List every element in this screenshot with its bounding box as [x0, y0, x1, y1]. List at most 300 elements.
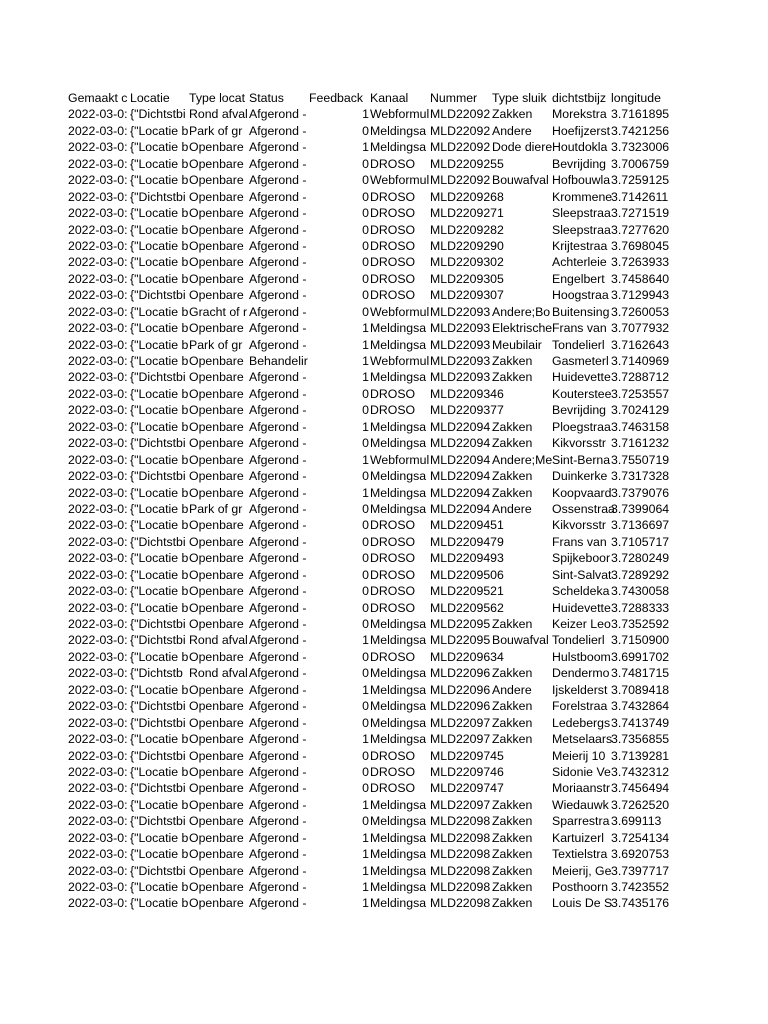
date-cell[interactable]: 2022-03-0:	[68, 469, 128, 484]
status-cell[interactable]: Afgerond -	[249, 140, 307, 155]
longitude-cell[interactable]: 3.7280249	[611, 551, 670, 566]
dump-type-cell[interactable]: Zakken	[492, 354, 533, 368]
longitude-cell[interactable]: 3.7698045	[611, 238, 670, 253]
date-cell[interactable]: 2022-03-0:	[68, 830, 128, 845]
feedback-cell[interactable]: 0	[362, 666, 369, 681]
location-type-cell[interactable]: Park of gr	[189, 123, 243, 138]
channel-cell[interactable]: Meldingsa	[370, 469, 427, 484]
dump-type-cell[interactable]	[492, 517, 552, 533]
nearest-address-cell[interactable]: Kikvorsstr	[552, 518, 606, 533]
longitude-cell[interactable]: 3.7136697	[611, 518, 670, 533]
location-type-cell[interactable]: Openbare	[189, 534, 244, 549]
location-cell[interactable]: {"Locatie b	[130, 551, 189, 566]
feedback-cell[interactable]: 0	[362, 501, 369, 516]
channel-cell[interactable]: Meldingsa	[370, 321, 427, 336]
number-cell[interactable]: MLD2209346	[430, 386, 504, 401]
longitude-cell[interactable]: 3.7323006	[611, 140, 670, 155]
channel-cell[interactable]: DROSO	[370, 156, 416, 171]
longitude-cell[interactable]: 3.7432864	[611, 699, 670, 714]
feedback-cell[interactable]: 0	[362, 255, 369, 270]
nearest-address-cell[interactable]: Sleepstraa	[552, 222, 611, 237]
location-type-cell[interactable]: Openbare	[189, 436, 244, 451]
dump-type-cell[interactable]: Zakken	[492, 830, 533, 845]
channel-cell[interactable]: Meldingsa	[370, 896, 427, 911]
status-cell[interactable]: Afgerond -	[249, 633, 307, 648]
feedback-cell[interactable]: 1	[362, 847, 369, 862]
longitude-cell[interactable]: 3.7432312	[611, 764, 670, 779]
date-cell[interactable]: 2022-03-0:	[68, 337, 128, 352]
dump-type-cell[interactable]: Zakken	[492, 863, 533, 878]
longitude-cell[interactable]: 3.7288333	[611, 600, 670, 615]
nearest-address-cell[interactable]: Huidevette	[552, 370, 611, 385]
number-cell[interactable]: MLD22093	[430, 304, 491, 319]
status-cell[interactable]: Afgerond -	[249, 304, 307, 319]
dump-type-cell[interactable]	[492, 600, 552, 616]
dump-type-cell[interactable]: Zakken	[492, 732, 533, 747]
date-cell[interactable]: 2022-03-0:	[68, 764, 128, 779]
number-cell[interactable]: MLD2209290	[430, 238, 504, 253]
location-cell[interactable]: {"Dichtstbi	[130, 534, 186, 549]
longitude-cell[interactable]: 3.7397717	[611, 863, 670, 878]
location-cell[interactable]: {"Locatie b	[130, 485, 189, 500]
location-type-cell[interactable]: Openbare	[189, 206, 244, 221]
dump-type-cell[interactable]: Andere	[492, 501, 532, 516]
date-cell[interactable]: 2022-03-0:	[68, 321, 128, 336]
date-cell[interactable]: 2022-03-0:	[68, 781, 128, 796]
number-cell[interactable]: MLD2209282	[430, 222, 504, 237]
location-type-cell[interactable]: Openbare	[189, 649, 244, 664]
longitude-cell[interactable]: 3.7139281	[611, 748, 670, 763]
longitude-cell[interactable]: 3.6991702	[611, 649, 670, 664]
location-type-cell[interactable]: Openbare	[189, 732, 244, 747]
feedback-cell[interactable]: 1	[362, 452, 369, 467]
status-cell[interactable]: Behandelir	[249, 354, 308, 368]
nearest-address-cell[interactable]: Wiedauwk	[552, 797, 609, 812]
header-cell[interactable]: Type locat	[189, 91, 246, 105]
header-cell[interactable]: Feedback	[309, 91, 364, 105]
dump-type-cell[interactable]: Meubilair	[492, 337, 542, 352]
feedback-cell[interactable]: 0	[362, 403, 369, 418]
status-cell[interactable]: Afgerond -	[249, 271, 307, 286]
feedback-cell[interactable]: 1	[362, 896, 369, 911]
dump-type-cell[interactable]	[492, 238, 552, 254]
nearest-address-cell[interactable]: Textielstra	[552, 847, 608, 862]
location-cell[interactable]: {"Locatie b	[130, 337, 189, 352]
location-cell[interactable]: {"Locatie b	[130, 123, 189, 138]
location-type-cell[interactable]: Openbare	[189, 847, 244, 862]
dump-type-cell[interactable]	[492, 780, 552, 796]
status-cell[interactable]: Afgerond -	[249, 748, 307, 763]
number-cell[interactable]: MLD2209479	[430, 534, 504, 549]
location-type-cell[interactable]: Openbare	[189, 255, 244, 270]
location-cell[interactable]: {"Locatie b	[130, 419, 189, 434]
nearest-address-cell[interactable]: Hoefijzerst	[552, 123, 611, 138]
location-type-cell[interactable]: Openbare	[189, 748, 244, 763]
dump-type-cell[interactable]	[492, 534, 552, 550]
location-cell[interactable]: {"Dichtstbi	[130, 189, 186, 204]
dump-type-cell[interactable]: Zakken	[492, 617, 533, 631]
date-cell[interactable]: 2022-03-0:	[68, 682, 128, 697]
date-cell[interactable]: 2022-03-0:	[68, 748, 128, 763]
channel-cell[interactable]: Meldingsa	[370, 633, 427, 648]
number-cell[interactable]: MLD22092	[430, 107, 491, 122]
number-cell[interactable]: MLD22096	[430, 666, 491, 681]
date-cell[interactable]: 2022-03-0:	[68, 617, 128, 631]
dump-type-cell[interactable]: Andere;Me	[492, 452, 553, 467]
feedback-cell[interactable]: 0	[362, 173, 369, 188]
location-cell[interactable]: {"Locatie b	[130, 600, 189, 615]
longitude-cell[interactable]: 3.7024129	[611, 403, 670, 418]
number-cell[interactable]: MLD22096	[430, 699, 491, 714]
dump-type-cell[interactable]: Zakken	[492, 419, 533, 434]
dump-type-cell[interactable]	[492, 402, 552, 418]
number-cell[interactable]: MLD2209305	[430, 271, 504, 286]
channel-cell[interactable]: DROSO	[370, 600, 416, 615]
feedback-cell[interactable]: 1	[362, 485, 369, 500]
longitude-cell[interactable]: 3.7379076	[611, 485, 670, 500]
location-type-cell[interactable]: Openbare	[189, 600, 244, 615]
date-cell[interactable]: 2022-03-0:	[68, 238, 128, 253]
date-cell[interactable]: 2022-03-0:	[68, 699, 128, 714]
channel-cell[interactable]: Webformul	[370, 354, 430, 368]
longitude-cell[interactable]: 3.7277620	[611, 222, 670, 237]
date-cell[interactable]: 2022-03-0:	[68, 107, 128, 122]
location-cell[interactable]: {"Locatie b	[130, 567, 189, 582]
dump-type-cell[interactable]	[492, 649, 552, 665]
number-cell[interactable]: MLD2209377	[430, 403, 504, 418]
longitude-cell[interactable]: 3.7430058	[611, 584, 670, 599]
channel-cell[interactable]: DROSO	[370, 403, 416, 418]
location-type-cell[interactable]: Openbare	[189, 518, 244, 533]
location-cell[interactable]: {"Locatie b	[130, 206, 189, 221]
dump-type-cell[interactable]	[492, 567, 552, 583]
status-cell[interactable]: Afgerond -	[249, 814, 307, 829]
dump-type-cell[interactable]	[492, 254, 552, 270]
date-cell[interactable]: 2022-03-0:	[68, 255, 128, 270]
longitude-cell[interactable]: 3.7456494	[611, 781, 670, 796]
channel-cell[interactable]: DROSO	[370, 649, 416, 664]
number-cell[interactable]: MLD2209255	[430, 156, 504, 171]
feedback-cell[interactable]: 0	[362, 386, 369, 401]
longitude-cell[interactable]: 3.7413749	[611, 715, 670, 730]
number-cell[interactable]: MLD2209302	[430, 255, 504, 270]
date-cell[interactable]: 2022-03-0:	[68, 666, 128, 681]
feedback-cell[interactable]: 1	[362, 354, 369, 368]
channel-cell[interactable]: DROSO	[370, 288, 416, 303]
longitude-cell[interactable]: 3.7260053	[611, 304, 670, 319]
location-cell[interactable]: {"Dichtstbi	[130, 781, 186, 796]
location-type-cell[interactable]: Openbare	[189, 140, 244, 155]
status-cell[interactable]: Afgerond -	[249, 403, 307, 418]
number-cell[interactable]: MLD22092	[430, 123, 491, 138]
dump-type-cell[interactable]	[492, 583, 552, 599]
date-cell[interactable]: 2022-03-0:	[68, 797, 128, 812]
channel-cell[interactable]: Meldingsa	[370, 436, 427, 451]
longitude-cell[interactable]: 3.7481715	[611, 666, 670, 681]
date-cell[interactable]: 2022-03-0:	[68, 156, 128, 171]
date-cell[interactable]: 2022-03-0:	[68, 847, 128, 862]
status-cell[interactable]: Afgerond -	[249, 666, 307, 681]
dump-type-cell[interactable]: Zakken	[492, 666, 533, 681]
dump-type-cell[interactable]: Bouwafval	[492, 633, 549, 648]
number-cell[interactable]: MLD2209271	[430, 206, 504, 221]
feedback-cell[interactable]: 1	[362, 337, 369, 352]
date-cell[interactable]: 2022-03-0:	[68, 534, 128, 549]
nearest-address-cell[interactable]: Ploegstraa	[552, 419, 611, 434]
channel-cell[interactable]: DROSO	[370, 584, 416, 599]
feedback-cell[interactable]: 0	[362, 123, 369, 138]
status-cell[interactable]: Afgerond -	[249, 485, 307, 500]
status-cell[interactable]: Afgerond -	[249, 123, 307, 138]
location-type-cell[interactable]: Openbare	[189, 469, 244, 484]
date-cell[interactable]: 2022-03-0:	[68, 518, 128, 533]
nearest-address-cell[interactable]: Krijtestraa	[552, 238, 608, 253]
longitude-cell[interactable]: 3.7142611	[611, 189, 669, 204]
location-type-cell[interactable]: Openbare	[189, 238, 244, 253]
number-cell[interactable]: MLD2209307	[430, 288, 504, 303]
date-cell[interactable]: 2022-03-0:	[68, 271, 128, 286]
nearest-address-cell[interactable]: Houtdokla	[552, 140, 608, 155]
channel-cell[interactable]: Meldingsa	[370, 140, 427, 155]
location-type-cell[interactable]: Rond afval	[189, 633, 248, 648]
location-cell[interactable]: {"Dichtstbi	[130, 814, 186, 829]
status-cell[interactable]: Afgerond -	[249, 501, 307, 516]
status-cell[interactable]: Afgerond -	[249, 649, 307, 664]
location-cell[interactable]: {"Locatie b	[130, 271, 189, 286]
nearest-address-cell[interactable]: Keizer Leo	[552, 617, 611, 631]
nearest-address-cell[interactable]: Scheldeka	[552, 584, 610, 599]
number-cell[interactable]: MLD22097	[430, 715, 491, 730]
location-cell[interactable]: {"Locatie b	[130, 354, 189, 368]
location-cell[interactable]: {"Dichtstbi	[130, 436, 186, 451]
longitude-cell[interactable]: 3.7550719	[611, 452, 670, 467]
location-cell[interactable]: {"Locatie b	[130, 830, 189, 845]
number-cell[interactable]: MLD22092	[430, 140, 491, 155]
header-cell[interactable]: Nummer	[430, 91, 478, 105]
nearest-address-cell[interactable]: Hulstboom	[552, 649, 611, 664]
date-cell[interactable]: 2022-03-0:	[68, 896, 128, 911]
feedback-cell[interactable]: 1	[362, 419, 369, 434]
status-cell[interactable]: Afgerond -	[249, 600, 307, 615]
number-cell[interactable]: MLD22098	[430, 814, 491, 829]
status-cell[interactable]: Afgerond -	[249, 370, 307, 385]
channel-cell[interactable]: Meldingsa	[370, 797, 427, 812]
location-cell[interactable]: {"Locatie b	[130, 222, 189, 237]
location-type-cell[interactable]: Rond afval	[189, 107, 248, 122]
location-cell[interactable]: {"Locatie b	[130, 403, 189, 418]
channel-cell[interactable]: DROSO	[370, 206, 416, 221]
nearest-address-cell[interactable]: Kartuizerl	[552, 830, 604, 845]
channel-cell[interactable]: DROSO	[370, 255, 416, 270]
date-cell[interactable]: 2022-03-0:	[68, 863, 128, 878]
nearest-address-cell[interactable]: Krommene	[552, 189, 613, 204]
location-cell[interactable]: {"Dichtstbi	[130, 469, 186, 484]
date-cell[interactable]: 2022-03-0:	[68, 419, 128, 434]
location-cell[interactable]: {"Locatie b	[130, 452, 189, 467]
number-cell[interactable]: MLD2209451	[430, 518, 504, 533]
dump-type-cell[interactable]: Zakken	[492, 896, 533, 911]
nearest-address-cell[interactable]: Morekstra	[552, 107, 607, 122]
status-cell[interactable]: Afgerond -	[249, 518, 307, 533]
header-cell[interactable]: Gemaakt c	[68, 91, 128, 105]
location-type-cell[interactable]: Openbare	[189, 797, 244, 812]
status-cell[interactable]: Afgerond -	[249, 206, 307, 221]
feedback-cell[interactable]: 0	[362, 206, 369, 221]
date-cell[interactable]: 2022-03-0:	[68, 206, 128, 221]
status-cell[interactable]: Afgerond -	[249, 419, 307, 434]
location-type-cell[interactable]: Openbare	[189, 551, 244, 566]
dump-type-cell[interactable]: Zakken	[492, 469, 533, 484]
location-type-cell[interactable]: Openbare	[189, 485, 244, 500]
date-cell[interactable]: 2022-03-0:	[68, 584, 128, 599]
nearest-address-cell[interactable]: Moriaanstr	[552, 781, 611, 796]
nearest-address-cell[interactable]: Duinkerke	[552, 469, 608, 484]
date-cell[interactable]: 2022-03-0:	[68, 551, 128, 566]
location-type-cell[interactable]: Openbare	[189, 403, 244, 418]
date-cell[interactable]: 2022-03-0:	[68, 436, 128, 451]
channel-cell[interactable]: DROSO	[370, 386, 416, 401]
number-cell[interactable]: MLD22093	[430, 337, 491, 352]
channel-cell[interactable]: Meldingsa	[370, 814, 427, 829]
location-cell[interactable]: {"Locatie b	[130, 880, 189, 894]
location-cell[interactable]: {"Locatie b	[130, 140, 189, 155]
longitude-cell[interactable]: 3.7463158	[611, 419, 670, 434]
date-cell[interactable]: 2022-03-0:	[68, 452, 128, 467]
longitude-cell[interactable]: 3.7262520	[611, 797, 670, 812]
longitude-cell[interactable]: 3.7399064	[611, 501, 670, 516]
channel-cell[interactable]: Meldingsa	[370, 501, 427, 516]
number-cell[interactable]: MLD22098	[430, 863, 491, 878]
location-cell[interactable]: {"Dichtstbi	[130, 863, 186, 878]
channel-cell[interactable]: Webformul	[370, 107, 430, 122]
location-cell[interactable]: {"Dichtstbi	[130, 633, 186, 648]
date-cell[interactable]: 2022-03-0:	[68, 600, 128, 615]
feedback-cell[interactable]: 0	[362, 649, 369, 664]
location-cell[interactable]: {"Locatie b	[130, 304, 189, 319]
dump-type-cell[interactable]: Andere	[492, 123, 532, 138]
status-cell[interactable]: Afgerond -	[249, 238, 307, 253]
longitude-cell[interactable]: 3.7161895	[611, 107, 670, 122]
status-cell[interactable]: Afgerond -	[249, 830, 307, 845]
location-type-cell[interactable]: Openbare	[189, 814, 244, 829]
nearest-address-cell[interactable]: Louis De S	[552, 896, 613, 911]
longitude-cell[interactable]: 3.6920753	[611, 847, 670, 862]
longitude-cell[interactable]: 3.699113	[611, 814, 662, 829]
feedback-cell[interactable]: 1	[362, 732, 369, 747]
number-cell[interactable]: MLD22092	[430, 173, 491, 188]
location-type-cell[interactable]: Openbare	[189, 830, 244, 845]
feedback-cell[interactable]: 0	[362, 600, 369, 615]
longitude-cell[interactable]: 3.7140969	[611, 354, 670, 368]
feedback-cell[interactable]: 0	[362, 271, 369, 286]
channel-cell[interactable]: DROSO	[370, 534, 416, 549]
date-cell[interactable]: 2022-03-0:	[68, 354, 128, 368]
location-type-cell[interactable]: Openbare	[189, 584, 244, 599]
longitude-cell[interactable]: 3.7105717	[611, 534, 670, 549]
nearest-address-cell[interactable]: Frans van	[552, 534, 607, 549]
location-type-cell[interactable]: Park of gr	[189, 337, 243, 352]
location-type-cell[interactable]: Openbare	[189, 567, 244, 582]
channel-cell[interactable]: Meldingsa	[370, 682, 427, 697]
nearest-address-cell[interactable]: Sleepstraa	[552, 206, 611, 221]
longitude-cell[interactable]: 3.7435176	[611, 896, 670, 911]
location-cell[interactable]: {"Locatie b	[130, 238, 189, 253]
date-cell[interactable]: 2022-03-0:	[68, 140, 128, 155]
feedback-cell[interactable]: 0	[362, 617, 369, 631]
header-cell[interactable]: longitude	[611, 91, 661, 105]
status-cell[interactable]: Afgerond -	[249, 847, 307, 862]
number-cell[interactable]: MLD2209634	[430, 649, 504, 664]
feedback-cell[interactable]: 0	[362, 156, 369, 171]
number-cell[interactable]: MLD22094	[430, 419, 491, 434]
status-cell[interactable]: Afgerond -	[249, 880, 307, 894]
dump-type-cell[interactable]	[492, 550, 552, 566]
date-cell[interactable]: 2022-03-0:	[68, 814, 128, 829]
nearest-address-cell[interactable]: Metselaars	[552, 732, 613, 747]
location-type-cell[interactable]: Openbare	[189, 781, 244, 796]
channel-cell[interactable]: Meldingsa	[370, 847, 427, 862]
longitude-cell[interactable]: 3.7253557	[611, 386, 670, 401]
number-cell[interactable]: MLD2209746	[430, 764, 504, 779]
dump-type-cell[interactable]	[492, 271, 552, 287]
feedback-cell[interactable]: 0	[362, 584, 369, 599]
location-type-cell[interactable]: Openbare	[189, 271, 244, 286]
channel-cell[interactable]: DROSO	[370, 764, 416, 779]
nearest-address-cell[interactable]: Engelbert	[552, 271, 605, 286]
header-cell[interactable]: Kanaal	[370, 91, 409, 105]
date-cell[interactable]: 2022-03-0:	[68, 567, 128, 582]
dump-type-cell[interactable]	[492, 222, 552, 238]
longitude-cell[interactable]: 3.7317328	[611, 469, 670, 484]
status-cell[interactable]: Afgerond -	[249, 222, 307, 237]
longitude-cell[interactable]: 3.7162643	[611, 337, 670, 352]
location-cell[interactable]: {"Dichtstbi	[130, 748, 186, 763]
status-cell[interactable]: Afgerond -	[249, 715, 307, 730]
location-cell[interactable]: {"Locatie b	[130, 764, 189, 779]
status-cell[interactable]: Afgerond -	[249, 189, 307, 204]
nearest-address-cell[interactable]: Huidevette	[552, 600, 611, 615]
date-cell[interactable]: 2022-03-0:	[68, 370, 128, 385]
number-cell[interactable]: MLD22097	[430, 732, 491, 747]
longitude-cell[interactable]: 3.7006759	[611, 156, 670, 171]
dump-type-cell[interactable]	[492, 189, 552, 205]
channel-cell[interactable]: Meldingsa	[370, 370, 427, 385]
nearest-address-cell[interactable]: Ijskelderst	[552, 682, 608, 697]
channel-cell[interactable]: DROSO	[370, 222, 416, 237]
feedback-cell[interactable]: 0	[362, 189, 369, 204]
feedback-cell[interactable]: 1	[362, 880, 369, 894]
date-cell[interactable]: 2022-03-0:	[68, 501, 128, 516]
feedback-cell[interactable]: 0	[362, 551, 369, 566]
dump-type-cell[interactable]: Zakken	[492, 847, 533, 862]
channel-cell[interactable]: DROSO	[370, 748, 416, 763]
feedback-cell[interactable]: 1	[362, 682, 369, 697]
number-cell[interactable]: MLD22094	[430, 469, 491, 484]
nearest-address-cell[interactable]: Posthoorn	[552, 880, 609, 894]
location-cell[interactable]: {"Dichtstbi	[130, 715, 186, 730]
date-cell[interactable]: 2022-03-0:	[68, 123, 128, 138]
feedback-cell[interactable]: 1	[362, 370, 369, 385]
dump-type-cell[interactable]: Dode diere	[492, 140, 553, 155]
channel-cell[interactable]: Meldingsa	[370, 617, 427, 631]
feedback-cell[interactable]: 0	[362, 534, 369, 549]
channel-cell[interactable]: Meldingsa	[370, 715, 427, 730]
dump-type-cell[interactable]: Zakken	[492, 797, 533, 812]
number-cell[interactable]: MLD22094	[430, 485, 491, 500]
channel-cell[interactable]: Meldingsa	[370, 123, 427, 138]
feedback-cell[interactable]: 0	[362, 567, 369, 582]
location-cell[interactable]: {"Locatie b	[130, 156, 189, 171]
